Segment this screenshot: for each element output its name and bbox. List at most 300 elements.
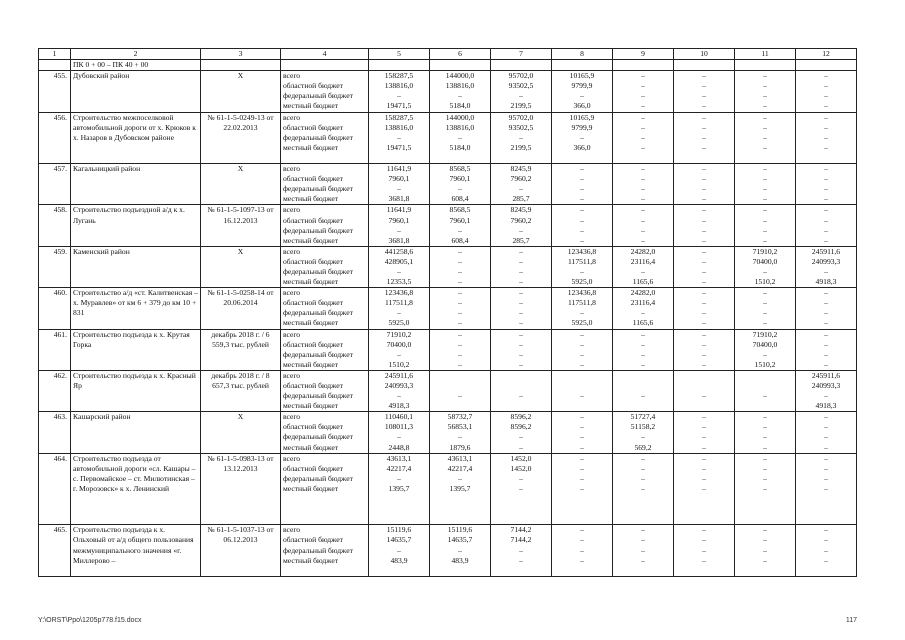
value-cell: – xyxy=(735,112,796,123)
value-cell: – xyxy=(430,298,491,308)
value-cell: – xyxy=(796,91,857,101)
value-cell: – xyxy=(613,194,674,205)
value-cell: – xyxy=(674,340,735,350)
value-cell: – xyxy=(674,422,735,432)
budget-type-cell: всего xyxy=(281,71,369,82)
value-cell: – xyxy=(735,432,796,442)
value-cell: – xyxy=(613,71,674,82)
footer-page-number: 117 xyxy=(845,617,857,624)
value-cell: – xyxy=(796,453,857,464)
value-cell: – xyxy=(796,318,857,329)
value-cell: – xyxy=(491,308,552,318)
value-cell: 1510,2 xyxy=(369,360,430,371)
value-cell: – xyxy=(613,174,674,184)
object-name: Строительство подъезда к х. Красный Яр xyxy=(71,370,201,411)
section-empty-cell xyxy=(430,60,491,71)
value-cell: – xyxy=(369,184,430,194)
budget-type-cell: областной бюджет xyxy=(281,257,369,267)
value-cell xyxy=(674,381,735,391)
value-cell: 7960,1 xyxy=(430,216,491,226)
table-row xyxy=(39,112,857,123)
budget-type-cell xyxy=(281,504,369,514)
value-cell: – xyxy=(491,184,552,194)
value-cell: – xyxy=(552,412,613,423)
value-cell xyxy=(674,153,735,164)
header-cell: 8 xyxy=(552,49,613,60)
value-cell: – xyxy=(369,308,430,318)
value-cell: 110460,1 xyxy=(369,412,430,423)
budget-type-cell: местный бюджет xyxy=(281,484,369,494)
value-cell: – xyxy=(674,216,735,226)
budget-type-cell: федеральный бюджет xyxy=(281,391,369,401)
value-cell: 285,7 xyxy=(491,194,552,205)
value-cell: 19471,5 xyxy=(369,143,430,153)
value-cell: – xyxy=(613,432,674,442)
value-cell: – xyxy=(369,350,430,360)
budget-type-cell: федеральный бюджет xyxy=(281,91,369,101)
value-cell: – xyxy=(613,184,674,194)
header-cell: 5 xyxy=(369,49,430,60)
value-cell: – xyxy=(491,288,552,299)
value-cell: – xyxy=(796,226,857,236)
value-cell: 58732,7 xyxy=(430,412,491,423)
section-empty-cell xyxy=(735,60,796,71)
table-row xyxy=(39,412,857,423)
value-cell: – xyxy=(491,298,552,308)
budget-table xyxy=(38,48,857,577)
value-cell: – xyxy=(430,246,491,257)
value-cell: 240993,3 xyxy=(369,381,430,391)
value-cell: 569,2 xyxy=(613,443,674,454)
object-name: Каменский район xyxy=(71,246,201,287)
value-cell xyxy=(430,566,491,577)
object-name: Строительство подъезда к х. Крутая Горка xyxy=(71,329,201,370)
value-cell: – xyxy=(735,123,796,133)
value-cell: – xyxy=(735,391,796,401)
budget-type-cell: местный бюджет xyxy=(281,277,369,288)
value-cell xyxy=(613,566,674,577)
value-cell xyxy=(735,370,796,381)
value-cell: – xyxy=(674,112,735,123)
value-cell: – xyxy=(735,474,796,484)
row-number: 457. xyxy=(39,164,71,205)
object-name: Строительство подъездной а/д к х. Лугань xyxy=(71,205,201,246)
value-cell xyxy=(674,566,735,577)
value-cell: – xyxy=(735,267,796,277)
value-cell: – xyxy=(369,226,430,236)
value-cell: – xyxy=(430,184,491,194)
value-cell: 4918,3 xyxy=(369,401,430,412)
budget-type-cell: федеральный бюджет xyxy=(281,308,369,318)
row-number: 455. xyxy=(39,71,71,112)
budget-type-cell: всего xyxy=(281,329,369,340)
value-cell xyxy=(491,370,552,381)
document-ref: Х xyxy=(201,71,281,112)
value-cell xyxy=(796,494,857,504)
value-cell: 71910,2 xyxy=(735,246,796,257)
budget-type-cell: федеральный бюджет xyxy=(281,432,369,442)
value-cell: – xyxy=(491,226,552,236)
budget-type-cell: местный бюджет xyxy=(281,443,369,454)
value-cell: – xyxy=(491,329,552,340)
value-cell: – xyxy=(552,443,613,454)
value-cell: 7960,1 xyxy=(369,216,430,226)
value-cell: 366,0 xyxy=(552,143,613,153)
value-cell: 1165,6 xyxy=(613,277,674,288)
table-row xyxy=(39,71,857,82)
value-cell xyxy=(674,494,735,504)
budget-type-cell: федеральный бюджет xyxy=(281,350,369,360)
value-cell: 1452,0 xyxy=(491,464,552,474)
value-cell: – xyxy=(430,226,491,236)
value-cell: – xyxy=(796,329,857,340)
value-cell: – xyxy=(796,71,857,82)
value-cell xyxy=(491,401,552,412)
value-cell xyxy=(735,381,796,391)
value-cell: – xyxy=(552,226,613,236)
value-cell: – xyxy=(613,205,674,216)
budget-type-cell: всего xyxy=(281,205,369,216)
value-cell xyxy=(552,370,613,381)
value-cell: – xyxy=(674,464,735,474)
value-cell: 5925,0 xyxy=(552,318,613,329)
value-cell: 56853,1 xyxy=(430,422,491,432)
table-row xyxy=(39,164,857,175)
value-cell: 245911,6 xyxy=(369,370,430,381)
value-cell: – xyxy=(369,474,430,484)
value-cell xyxy=(552,504,613,514)
value-cell: – xyxy=(674,236,735,247)
budget-type-cell: областной бюджет xyxy=(281,123,369,133)
section-row xyxy=(39,60,857,71)
budget-type-cell: всего xyxy=(281,525,369,536)
value-cell: – xyxy=(796,164,857,175)
value-cell: – xyxy=(552,432,613,442)
value-cell: – xyxy=(491,277,552,288)
row-number: 459. xyxy=(39,246,71,287)
value-cell xyxy=(430,514,491,525)
value-cell: 95702,0 xyxy=(491,71,552,82)
value-cell: 5184,0 xyxy=(430,143,491,153)
value-cell: – xyxy=(674,350,735,360)
document-ref: № 61-1-5-0258-14 от 20.06.2014 xyxy=(201,288,281,329)
value-cell: – xyxy=(491,443,552,454)
header-cell: 3 xyxy=(201,49,281,60)
value-cell xyxy=(491,566,552,577)
value-cell: 42217,4 xyxy=(369,464,430,474)
value-cell: 138816,0 xyxy=(369,81,430,91)
value-cell: – xyxy=(735,101,796,112)
footer-file-path: Y:\ORST\Ppo\1205p778.f15.docx xyxy=(38,617,142,624)
value-cell: – xyxy=(796,298,857,308)
object-name: Дубовский район xyxy=(71,71,201,112)
value-cell: – xyxy=(674,91,735,101)
value-cell: 138816,0 xyxy=(430,123,491,133)
value-cell: – xyxy=(491,257,552,267)
value-cell: 8596,2 xyxy=(491,412,552,423)
value-cell: – xyxy=(430,288,491,299)
value-cell: 93502,5 xyxy=(491,123,552,133)
value-cell: 158287,5 xyxy=(369,112,430,123)
value-cell: – xyxy=(613,164,674,175)
value-cell: 117511,8 xyxy=(552,298,613,308)
value-cell: 138816,0 xyxy=(430,81,491,91)
document-ref: № 61-1-5-1037-13 от 06.12.2013 xyxy=(201,525,281,576)
row-number: 463. xyxy=(39,412,71,453)
row-number: 465. xyxy=(39,525,71,576)
budget-type-cell: всего xyxy=(281,246,369,257)
value-cell xyxy=(491,153,552,164)
value-cell: 245911,6 xyxy=(796,370,857,381)
value-cell: – xyxy=(552,267,613,277)
value-cell xyxy=(613,370,674,381)
value-cell: 245911,6 xyxy=(796,246,857,257)
value-cell: – xyxy=(491,340,552,350)
value-cell: – xyxy=(796,391,857,401)
value-cell: 8568,5 xyxy=(430,205,491,216)
value-cell: – xyxy=(735,443,796,454)
value-cell: – xyxy=(796,112,857,123)
object-name: Строительство межпоселковой автомобильной дороги от х. Крюков к х. Назаров в Дубовском районе xyxy=(71,112,201,163)
value-cell: – xyxy=(735,143,796,153)
value-cell: – xyxy=(491,91,552,101)
value-cell: – xyxy=(430,267,491,277)
value-cell xyxy=(735,494,796,504)
value-cell: – xyxy=(430,432,491,442)
value-cell: 70400,0 xyxy=(369,340,430,350)
value-cell: – xyxy=(674,174,735,184)
value-cell: – xyxy=(430,340,491,350)
budget-type-cell: местный бюджет xyxy=(281,194,369,205)
value-cell: – xyxy=(491,556,552,566)
value-cell: – xyxy=(735,288,796,299)
value-cell xyxy=(430,381,491,391)
value-cell: – xyxy=(613,535,674,545)
budget-type-cell: областной бюджет xyxy=(281,381,369,391)
value-cell: 108011,3 xyxy=(369,422,430,432)
value-cell: – xyxy=(674,184,735,194)
value-cell: 123436,8 xyxy=(369,288,430,299)
value-cell: – xyxy=(552,474,613,484)
value-cell: – xyxy=(369,546,430,556)
value-cell: 95702,0 xyxy=(491,112,552,123)
budget-type-cell: федеральный бюджет xyxy=(281,474,369,484)
value-cell: – xyxy=(735,308,796,318)
value-cell: – xyxy=(613,143,674,153)
header-cell: 9 xyxy=(613,49,674,60)
budget-type-cell: федеральный бюджет xyxy=(281,546,369,556)
value-cell: 123436,8 xyxy=(552,246,613,257)
value-cell xyxy=(796,504,857,514)
value-cell: – xyxy=(430,546,491,556)
budget-type-cell: областной бюджет xyxy=(281,340,369,350)
value-cell xyxy=(674,401,735,412)
section-empty-cell xyxy=(369,60,430,71)
value-cell: – xyxy=(674,360,735,371)
budget-type-cell xyxy=(281,514,369,525)
row-number: 456. xyxy=(39,112,71,163)
value-cell xyxy=(735,504,796,514)
value-cell: – xyxy=(796,216,857,226)
value-cell: – xyxy=(796,443,857,454)
value-cell: 5925,0 xyxy=(552,277,613,288)
value-cell: – xyxy=(552,205,613,216)
value-cell xyxy=(430,370,491,381)
section-empty-cell xyxy=(39,60,71,71)
value-cell: – xyxy=(491,474,552,484)
value-cell: – xyxy=(796,474,857,484)
value-cell: – xyxy=(735,216,796,226)
value-cell: – xyxy=(796,525,857,536)
value-cell: – xyxy=(735,350,796,360)
section-empty-cell xyxy=(281,60,369,71)
value-cell: 8245,9 xyxy=(491,205,552,216)
value-cell: 23116,4 xyxy=(613,257,674,267)
value-cell: – xyxy=(796,412,857,423)
value-cell xyxy=(613,504,674,514)
budget-type-cell xyxy=(281,566,369,577)
value-cell: – xyxy=(552,174,613,184)
value-cell: – xyxy=(369,91,430,101)
value-cell: – xyxy=(552,340,613,350)
value-cell: – xyxy=(796,350,857,360)
value-cell xyxy=(430,153,491,164)
value-cell: – xyxy=(796,236,857,247)
value-cell: – xyxy=(674,267,735,277)
value-cell: – xyxy=(613,453,674,464)
budget-type-cell: федеральный бюджет xyxy=(281,267,369,277)
value-cell: 158287,5 xyxy=(369,71,430,82)
value-cell xyxy=(369,504,430,514)
value-cell: – xyxy=(674,143,735,153)
value-cell: – xyxy=(674,246,735,257)
value-cell: – xyxy=(735,535,796,545)
value-cell xyxy=(491,494,552,504)
value-cell: 1395,7 xyxy=(430,484,491,494)
value-cell xyxy=(430,494,491,504)
value-cell: 1395,7 xyxy=(369,484,430,494)
value-cell: – xyxy=(552,360,613,371)
value-cell: – xyxy=(735,556,796,566)
value-cell: 2199,5 xyxy=(491,101,552,112)
value-cell: – xyxy=(735,194,796,205)
value-cell: 15119,6 xyxy=(430,525,491,536)
value-cell: – xyxy=(613,308,674,318)
value-cell: – xyxy=(430,350,491,360)
budget-type-cell: областной бюджет xyxy=(281,535,369,545)
budget-type-cell: федеральный бюджет xyxy=(281,226,369,236)
value-cell: 3681,8 xyxy=(369,236,430,247)
row-number: 460. xyxy=(39,288,71,329)
budget-type-cell: всего xyxy=(281,288,369,299)
header-cell: 4 xyxy=(281,49,369,60)
value-cell: – xyxy=(796,194,857,205)
value-cell: – xyxy=(674,525,735,536)
object-name: Строительство подъезда к х. Ольховый от а/д общего пользования межмуниципального значения «г. Миллерово – xyxy=(71,525,201,576)
section-empty-cell xyxy=(491,60,552,71)
value-cell: – xyxy=(491,318,552,329)
value-cell: – xyxy=(796,464,857,474)
value-cell: 608,4 xyxy=(430,236,491,247)
value-cell: – xyxy=(796,143,857,153)
value-cell xyxy=(613,153,674,164)
value-cell: – xyxy=(796,535,857,545)
header-row xyxy=(39,49,857,60)
value-cell: – xyxy=(491,350,552,360)
value-cell: 240993,3 xyxy=(796,257,857,267)
value-cell: 14635,7 xyxy=(369,535,430,545)
value-cell xyxy=(552,566,613,577)
value-cell: 19471,5 xyxy=(369,101,430,112)
value-cell: – xyxy=(369,133,430,143)
value-cell: – xyxy=(552,464,613,474)
value-cell: 24282,0 xyxy=(613,288,674,299)
value-cell: – xyxy=(613,340,674,350)
value-cell: 138816,0 xyxy=(369,123,430,133)
value-cell: – xyxy=(369,267,430,277)
value-cell: – xyxy=(735,546,796,556)
document-ref: Х xyxy=(201,412,281,453)
header-cell: 7 xyxy=(491,49,552,60)
value-cell: – xyxy=(735,525,796,536)
value-cell: 11641,9 xyxy=(369,205,430,216)
document-ref: Х xyxy=(201,246,281,287)
value-cell: – xyxy=(674,101,735,112)
value-cell: – xyxy=(552,164,613,175)
value-cell: – xyxy=(674,546,735,556)
value-cell: – xyxy=(430,474,491,484)
value-cell xyxy=(796,514,857,525)
value-cell xyxy=(674,504,735,514)
value-cell: – xyxy=(674,205,735,216)
value-cell: – xyxy=(613,91,674,101)
table-row xyxy=(39,329,857,340)
value-cell: 7144,2 xyxy=(491,535,552,545)
value-cell: – xyxy=(430,360,491,371)
value-cell: 70400,0 xyxy=(735,340,796,350)
row-number: 458. xyxy=(39,205,71,246)
value-cell: 1452,0 xyxy=(491,453,552,464)
value-cell: 5184,0 xyxy=(430,101,491,112)
value-cell: – xyxy=(735,464,796,474)
value-cell: – xyxy=(735,318,796,329)
value-cell: – xyxy=(613,267,674,277)
budget-type-cell: всего xyxy=(281,112,369,123)
value-cell: – xyxy=(796,101,857,112)
value-cell: – xyxy=(430,391,491,401)
value-cell: – xyxy=(552,236,613,247)
budget-type-cell: областной бюджет xyxy=(281,81,369,91)
value-cell: – xyxy=(552,350,613,360)
value-cell xyxy=(735,514,796,525)
value-cell: 10165,9 xyxy=(552,71,613,82)
value-cell: – xyxy=(613,484,674,494)
object-name: Кагальницкий район xyxy=(71,164,201,205)
value-cell: 428905,1 xyxy=(369,257,430,267)
value-cell: – xyxy=(552,91,613,101)
value-cell: 24282,0 xyxy=(613,246,674,257)
budget-type-cell: всего xyxy=(281,370,369,381)
section-empty-cell xyxy=(201,60,281,71)
value-cell: – xyxy=(491,267,552,277)
value-cell: – xyxy=(552,525,613,536)
budget-type-cell: местный бюджет xyxy=(281,143,369,153)
section-empty-cell xyxy=(796,60,857,71)
value-cell: 3681,8 xyxy=(369,194,430,205)
value-cell: – xyxy=(491,484,552,494)
value-cell: – xyxy=(491,246,552,257)
value-cell xyxy=(796,566,857,577)
